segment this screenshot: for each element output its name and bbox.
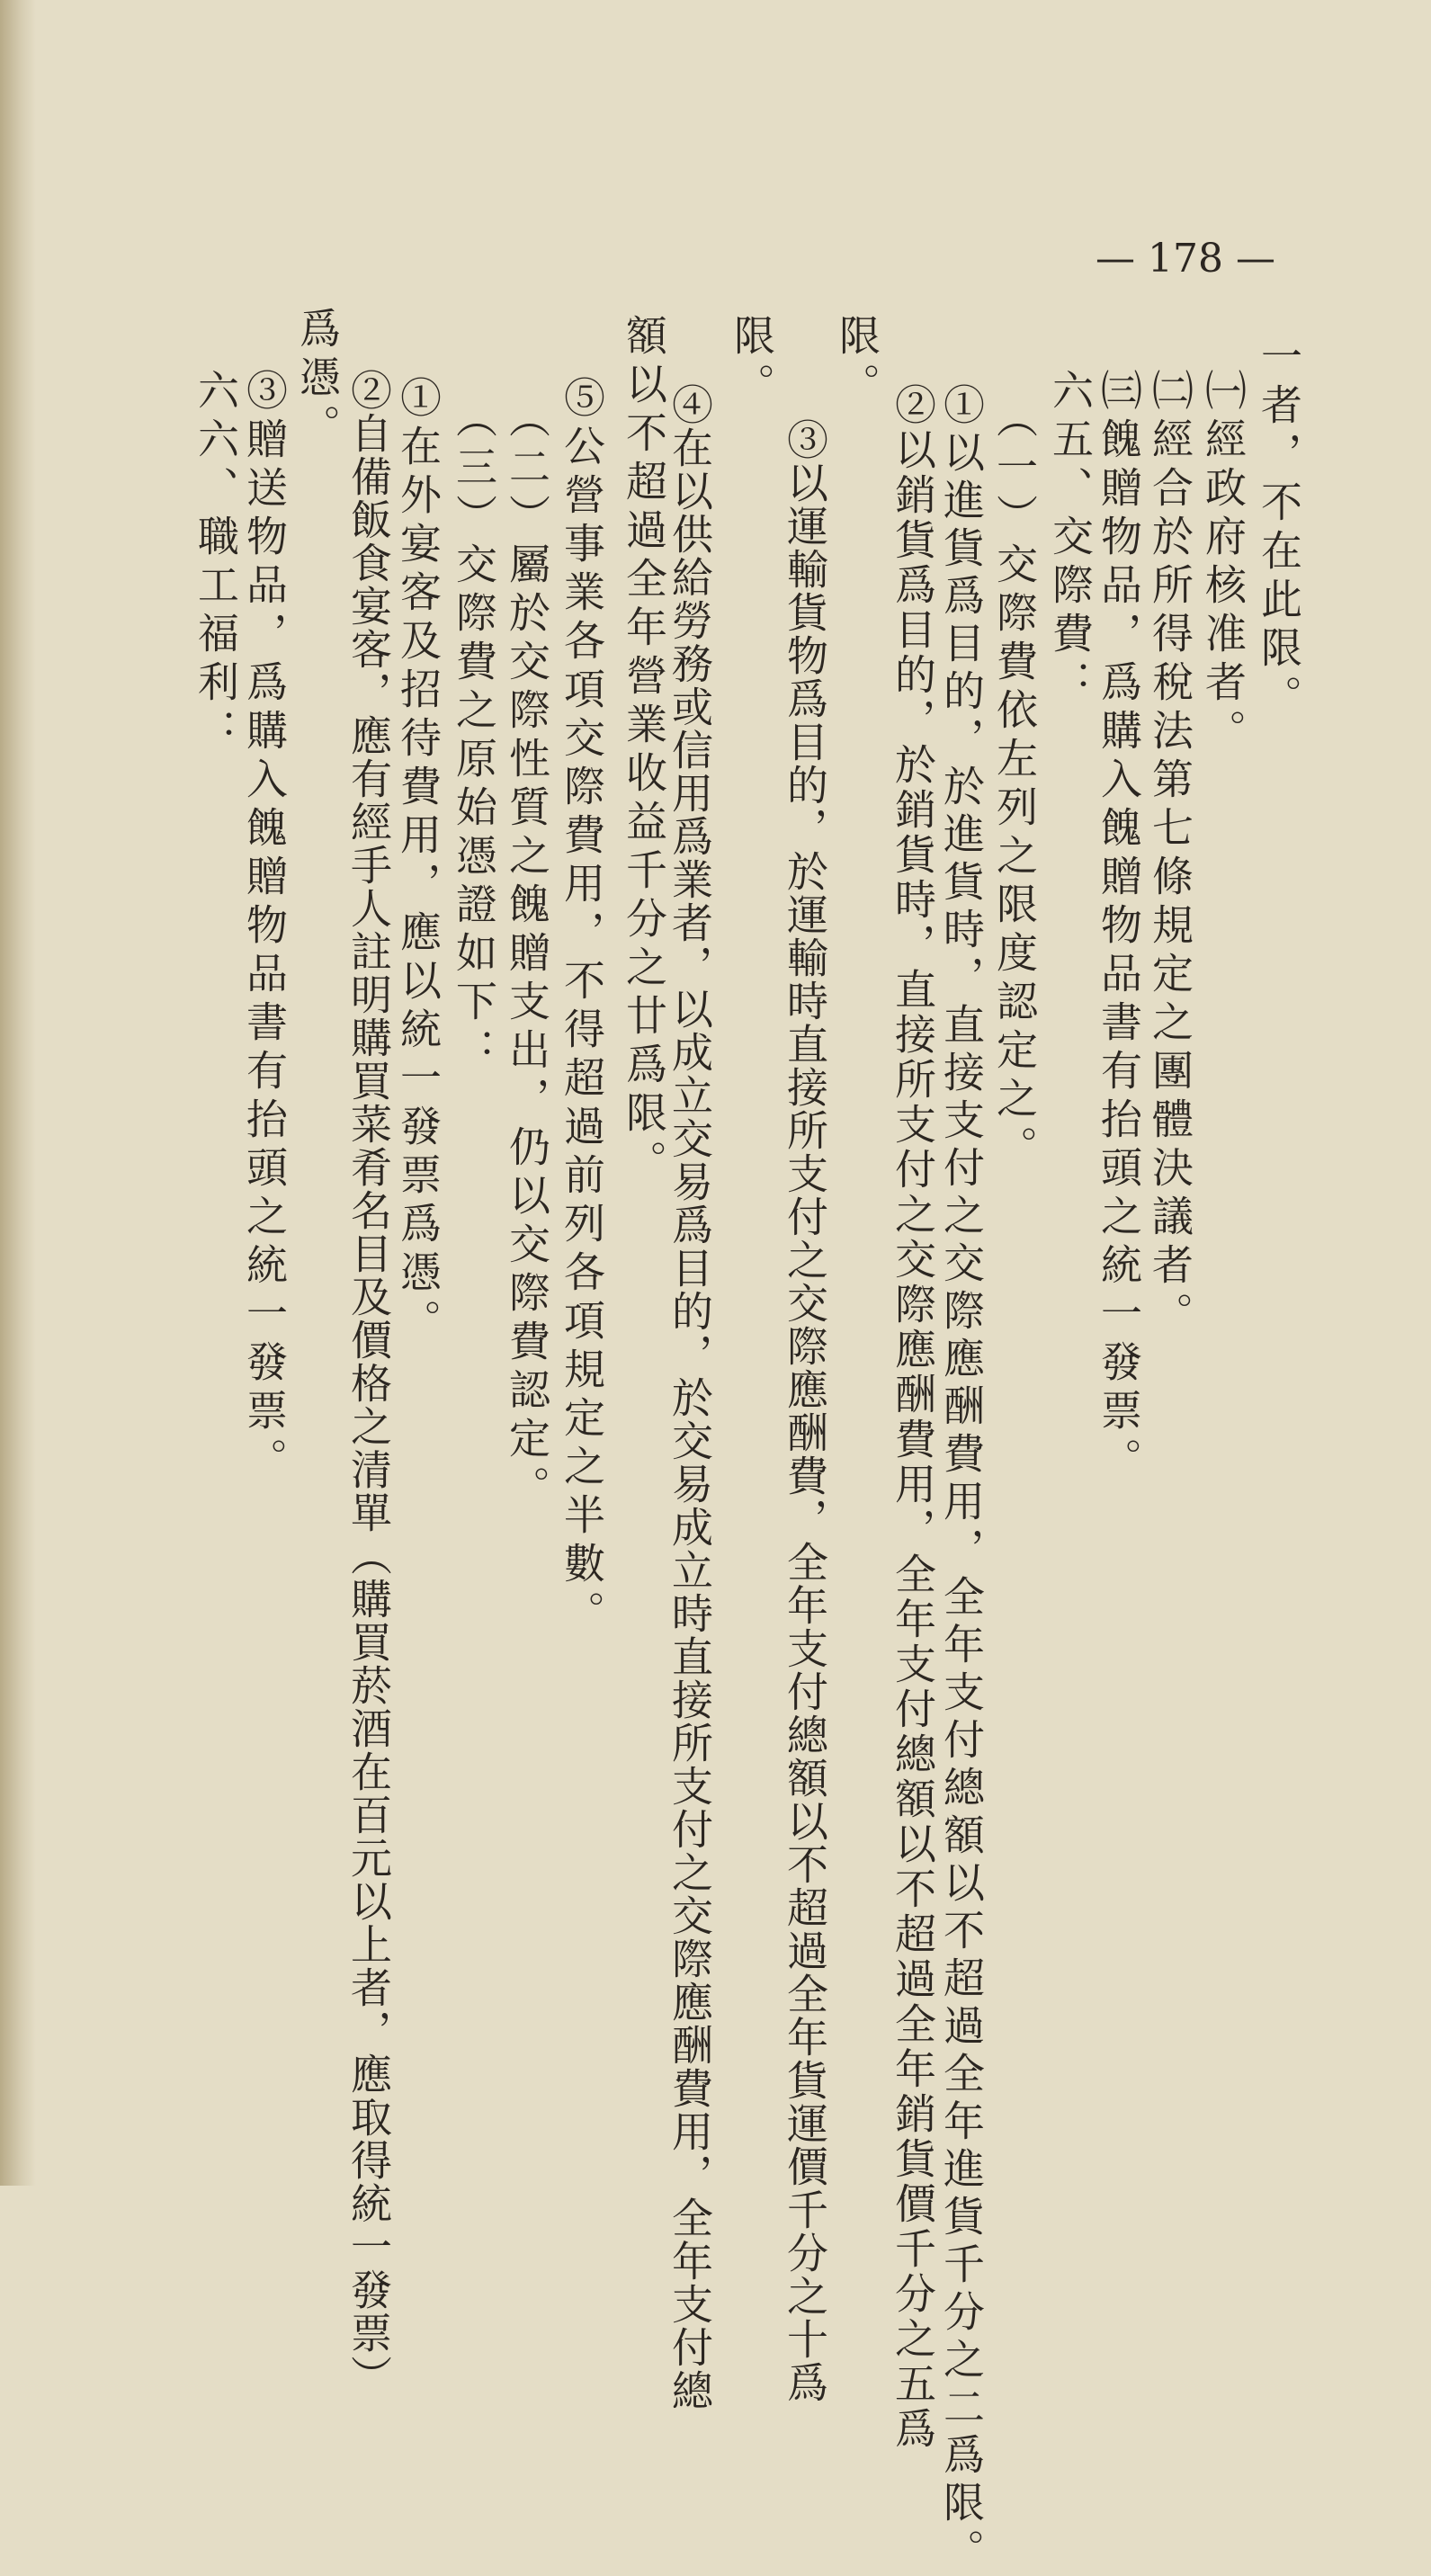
text-column: 限。: [833, 314, 881, 411]
text-column: （一）交際費依左列之限度認定之。: [990, 397, 1039, 1174]
text-column: 限。: [728, 314, 776, 411]
text-column: ②自備飯食宴客，應有經手人註明購買菜肴名目及價格之清單（購買菸酒在百元以上者，應取得統一發票）: [344, 369, 393, 2398]
page-number: — 178 —: [1096, 236, 1275, 282]
text-column: ②以銷貨爲目的，於銷貨時，直接所支付之交際應酬費用，全年支付總額以不超過全年銷貨價千分之五爲: [889, 383, 937, 2452]
text-column: ①以進貨爲目的，於進貨時，直接支付之交際應酬費用，全年支付總額以不超過全年進貨千分之二爲限。: [937, 383, 986, 2576]
text-column: 額以不超過全年營業收益千分之廿爲限。: [620, 314, 668, 1188]
text-column: ㈡經合於所得稅法第七條規定之團體決議者。: [1146, 369, 1194, 1340]
text-column: 爲憑。: [293, 307, 342, 452]
text-column: ⑤公營事業各項交際費用，不得超過前列各項規定之半數。: [558, 376, 606, 1639]
text-column: ④在以供給勞務或信用爲業者，以成立交易爲目的，於交易成立時直接所支付之交際應酬費用，全年支付總: [666, 383, 714, 2412]
section-heading: 六六、職工福利：: [192, 369, 240, 757]
section-heading: 六五、交際費：: [1046, 369, 1095, 709]
text-column: （二）屬於交際性質之餽贈支出，仍以交際費認定。: [503, 397, 551, 1514]
text-column: ③贈送物品，爲購入餽贈物品書有抬頭之統一發票。: [240, 369, 289, 1486]
text-column: 一者，不在此限。: [1255, 335, 1303, 723]
text-column: ①在外宴客及招待費用，應以統一發票爲憑。: [394, 376, 443, 1347]
text-column: ㈢餽贈物品，爲購入餽贈物品書有抬頭之統一發票。: [1095, 369, 1143, 1486]
text-column: ③以運輸貨物爲目的，於運輸時直接所支付之交際應酬費，全年支付總額以不超過全年貨運價千分之十爲: [781, 418, 829, 2404]
binding-shadow: [0, 0, 36, 2186]
text-column: （三）交際費之原始憑證如下：: [450, 397, 498, 1077]
text-column: ㈠經政府核准者。: [1199, 369, 1248, 757]
